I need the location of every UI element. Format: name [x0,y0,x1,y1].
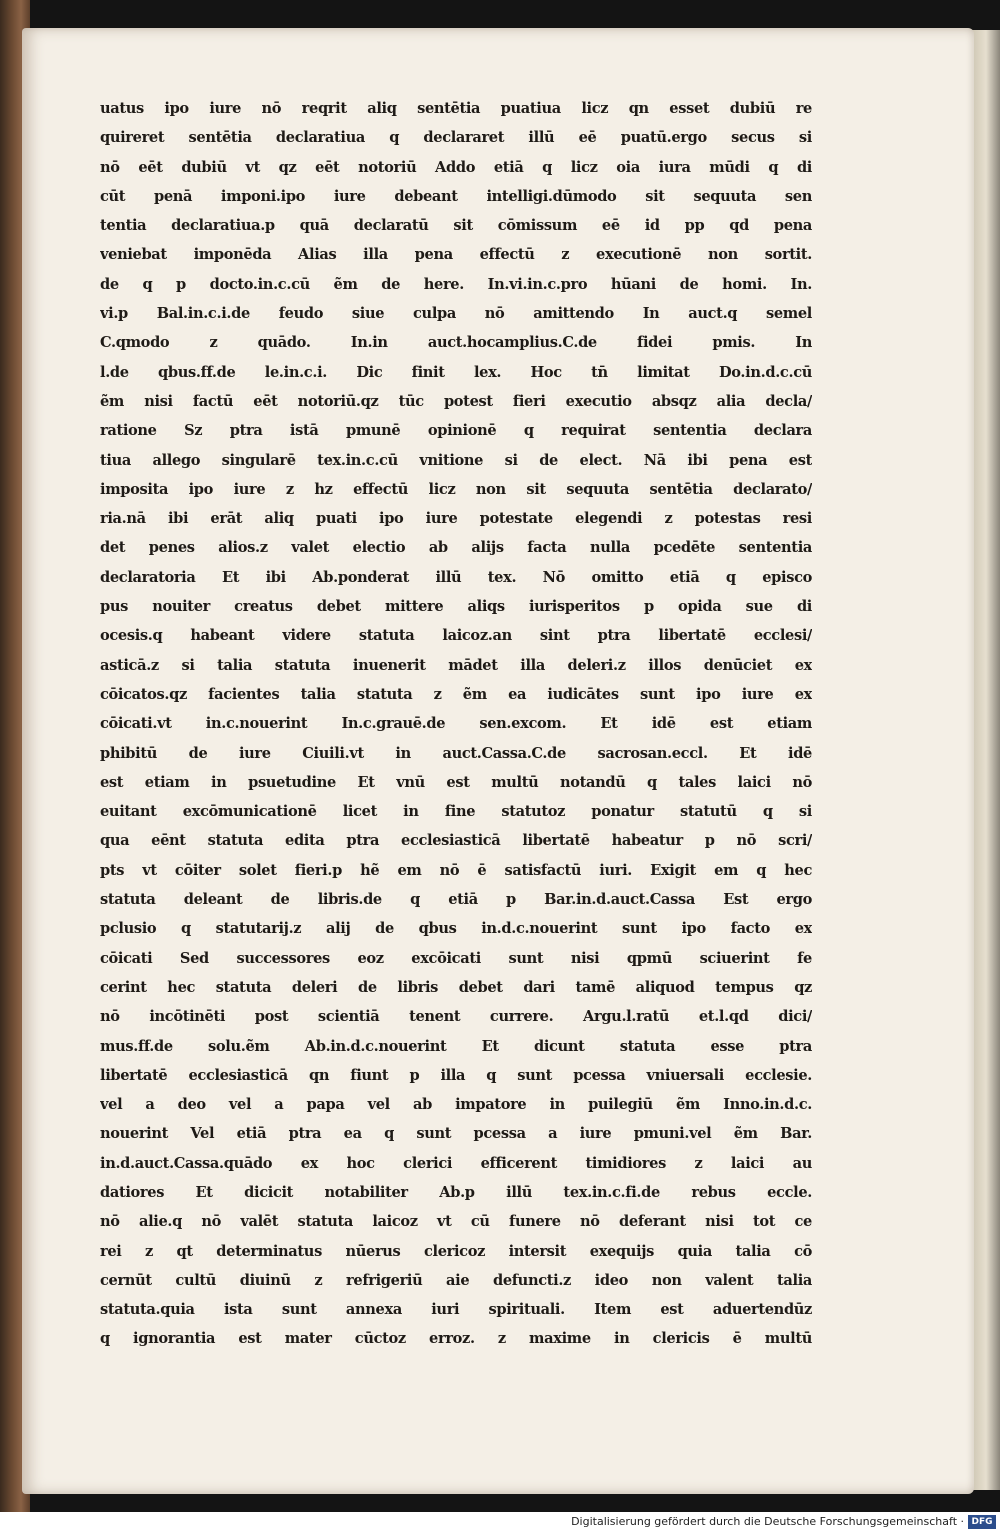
book-page [22,28,974,1494]
text-line: pts vt cōiter solet fieri.p hẽ em nō ē satisfactū iuri. Exigit em q hec [100,861,812,879]
text-line: mus.ff.de solu.ẽm Ab.in.d.c.nouerint Et dicunt statuta esse ptra [100,1037,812,1055]
text-line: pclusio q statutarij.z alij de qbus in.d.c.nouerint sunt ipo facto ex [100,920,812,938]
text-line: ratione Sz ptra istā pmunē opinionē q requirat sententia declara [100,422,812,440]
text-line: datiores Et dicicit notabiliter Ab.p illū tex.in.c.fi.de rebus eccle. [100,1183,812,1201]
text-line: nō alie.q nō valēt statuta laicoz vt cū funere nō deferant nisi tot ce [100,1213,812,1231]
text-line: statuta deleant de libris.de q etiā p Bar.in.d.auct.Cassa Est ergo [100,891,812,909]
text-line: in.d.auct.Cassa.quādo ex hoc clerici efficerent timidiores z laici au [100,1154,812,1172]
text-line: q ignorantia est mater cūctoz erroz. z maxime in clericis ē multū [100,1330,812,1348]
text-line: asticā.z si talia statuta inuenerit mādet illa deleri.z illos denūciet ex [100,656,812,674]
page-text-block [100,94,812,1354]
text-line: nouerint Vel etiā ptra ea q sunt pcessa a iure pmuni.vel ẽm Bar. [100,1125,812,1143]
text-line: declaratoria Et ibi Ab.ponderat illū tex. Nō omitto etiā q episco [100,568,812,586]
text-line: cerint hec statuta deleri de libris debet dari tamē aliquod tempus qz [100,978,812,996]
text-line: rei z qt determinatus nūerus clericoz intersit exequijs quia talia cō [100,1242,812,1260]
text-line: uatus ipo iure nō reqrit aliq sentētia puatiua licz qn esset dubiū re [100,100,812,117]
text-line: est etiam in psuetudine Et vnū est multū notandū q tales laici nō [100,773,812,791]
text-line: euitant excōmunicationē licet in fine statutoz ponatur statutū q si [100,803,812,821]
text-line: nō incōtinēti post scientiā tenent currere. Argu.l.ratū et.l.qd dici/ [100,1008,812,1026]
text-line: tiua allego singularē tex.in.c.cū vnitione si de elect. Nā ibi pena est [100,451,812,469]
text-line: imposita ipo iure z hz effectū licz non sit sequuta sentētia declarato/ [100,480,812,498]
text-line: ẽm nisi factū eēt notoriū.qz tūc potest fieri executio absqz alia decla/ [100,392,812,410]
text-line: tentia declaratiua.p quā declaratū sit cōmissum eē id pp qd pena [100,217,812,235]
text-line: veniebat imponēda Alias illa pena effectū z executionē non sortit. [100,246,812,264]
funding-credit: Digitalisierung gefördert durch die Deutsche Forschungsgemeinschaft · [571,1515,964,1528]
text-line: quireret sentētia declaratiua q declararet illū eē puatū.ergo secus si [100,129,812,147]
text-line: cōicatos.qz facientes talia statuta z ẽm ea iudicātes sunt ipo iure ex [100,685,812,703]
text-line: cōicati Sed successores eoz excōicati sunt nisi qpmū sciuerint fe [100,949,812,967]
text-line: vel a deo vel a papa vel ab impatore in puilegiū ẽm Inno.in.d.c. [100,1096,812,1114]
text-line: cūt penā imponi.ipo iure debeant intelligi.dūmodo sit sequuta sen [100,187,812,205]
dfg-logo-icon: DFG [968,1515,996,1529]
text-line: ria.nā ibi erāt aliq puati ipo iure potestate elegendi z potestas resi [100,510,812,528]
footer-bar [0,1512,1000,1532]
text-line: nō eēt dubiū vt qz eēt notoriū Addo etiā q licz oia iura mūdi q di [100,158,812,176]
text-line: vi.p Bal.in.c.i.de feudo siue culpa nō amittendo In auct.q semel [100,305,812,323]
text-line: det penes alios.z valet electio ab alijs facta nulla pcedēte sententia [100,539,812,557]
text-line: de q p docto.in.c.cū ẽm de here. In.vi.in.c.pro hūani de homi. In. [100,275,812,293]
text-line: cōicati.vt in.c.nouerint In.c.grauē.de sen.excom. Et idē est etiam [100,715,812,733]
text-line: cernūt cultū diuinū z refrigeriū aie defuncti.z ideo non valent talia [100,1271,812,1289]
text-line: pus nouiter creatus debet mittere aliqs iurisperitos p opida sue di [100,598,812,616]
text-line: libertatē ecclesiasticā qn fiunt p illa q sunt pcessa vniuersali ecclesie. [100,1066,812,1084]
text-line: statuta.quia ista sunt annexa iuri spirituali. Item est aduertendūz [100,1301,812,1319]
page-edge [972,30,1000,1490]
text-line: phibitū de iure Ciuili.vt in auct.Cassa.C.de sacrosan.eccl. Et idē [100,744,812,762]
text-line: C.qmodo z quādo. In.in auct.hocamplius.C.de fidei pmis. In [100,334,812,352]
text-line: l.de qbus.ff.de le.in.c.i. Dic finit lex. Hoc tn̄ limitat Do.in.d.c.cū [100,363,812,381]
text-line: qua eēnt statuta edita ptra ecclesiasticā libertatē habeatur p nō scri/ [100,832,812,850]
text-line: ocesis.q habeant videre statuta laicoz.an sint ptra libertatē ecclesi/ [100,627,812,645]
